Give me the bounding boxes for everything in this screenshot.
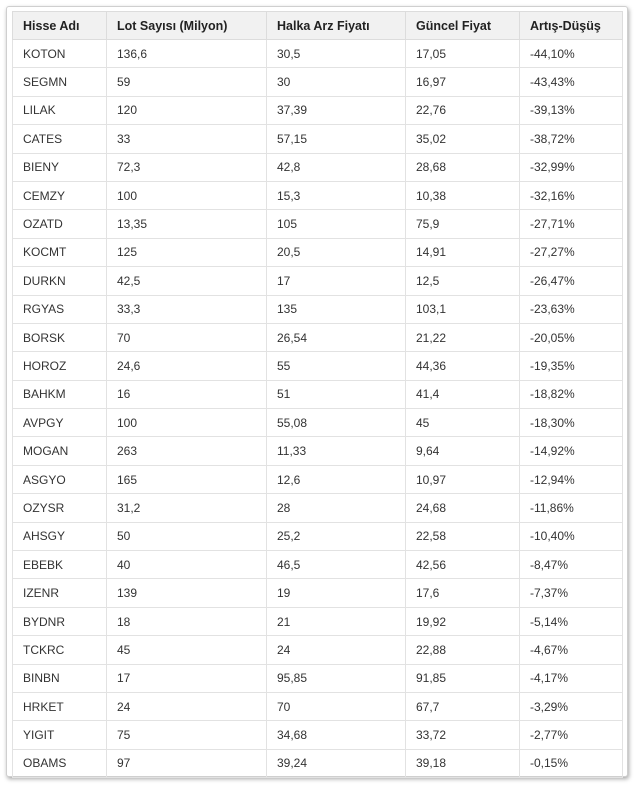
cell-current-price: 44,36 xyxy=(406,352,520,380)
table-row xyxy=(13,40,623,68)
cell-stock-name: OZATD xyxy=(13,210,107,238)
table-row xyxy=(13,380,623,408)
table-row xyxy=(13,238,623,266)
table-row xyxy=(13,664,623,692)
cell-change: -38,72% xyxy=(520,125,623,153)
table-row xyxy=(13,125,623,153)
cell-current-price: 10,38 xyxy=(406,181,520,209)
table-row xyxy=(13,551,623,579)
cell-lot-count: 17 xyxy=(107,664,267,692)
cell-current-price: 19,92 xyxy=(406,607,520,635)
cell-ipo-price: 11,33 xyxy=(267,437,406,465)
cell-lot-count: 18 xyxy=(107,607,267,635)
table-row xyxy=(13,210,623,238)
cell-stock-name: DURKN xyxy=(13,267,107,295)
cell-stock-name: EBEBK xyxy=(13,551,107,579)
table-row xyxy=(13,153,623,181)
cell-ipo-price: 46,5 xyxy=(267,551,406,579)
cell-current-price: 91,85 xyxy=(406,664,520,692)
cell-lot-count: 31,2 xyxy=(107,494,267,522)
cell-ipo-price: 105 xyxy=(267,210,406,238)
table-row xyxy=(13,721,623,749)
cell-stock-name: KOCMT xyxy=(13,238,107,266)
cell-ipo-price: 30,5 xyxy=(267,40,406,68)
table-row xyxy=(13,636,623,664)
ipo-performance-table xyxy=(12,11,623,778)
cell-stock-name: TCKRC xyxy=(13,636,107,664)
cell-ipo-price: 55 xyxy=(267,352,406,380)
header-stock-name: Hisse Adı xyxy=(13,12,107,40)
cell-ipo-price: 19 xyxy=(267,579,406,607)
cell-change: -8,47% xyxy=(520,551,623,579)
table-row xyxy=(13,749,623,777)
cell-ipo-price: 30 xyxy=(267,68,406,96)
cell-stock-name: HOROZ xyxy=(13,352,107,380)
cell-current-price: 14,91 xyxy=(406,238,520,266)
cell-lot-count: 120 xyxy=(107,96,267,124)
cell-ipo-price: 135 xyxy=(267,295,406,323)
cell-current-price: 75,9 xyxy=(406,210,520,238)
cell-change: -7,37% xyxy=(520,579,623,607)
cell-current-price: 22,58 xyxy=(406,522,520,550)
header-change: Artış-Düşüş xyxy=(520,12,623,40)
cell-lot-count: 50 xyxy=(107,522,267,550)
cell-lot-count: 165 xyxy=(107,465,267,493)
cell-lot-count: 33 xyxy=(107,125,267,153)
cell-change: -18,82% xyxy=(520,380,623,408)
cell-stock-name: CATES xyxy=(13,125,107,153)
cell-change: -10,40% xyxy=(520,522,623,550)
cell-change: -20,05% xyxy=(520,323,623,351)
cell-stock-name: LILAK xyxy=(13,96,107,124)
table-header xyxy=(13,12,623,40)
table-row xyxy=(13,352,623,380)
cell-lot-count: 100 xyxy=(107,409,267,437)
cell-ipo-price: 37,39 xyxy=(267,96,406,124)
cell-change: -5,14% xyxy=(520,607,623,635)
cell-change: -0,15% xyxy=(520,749,623,777)
cell-change: -4,67% xyxy=(520,636,623,664)
cell-change: -2,77% xyxy=(520,721,623,749)
cell-stock-name: BYDNR xyxy=(13,607,107,635)
table-row xyxy=(13,68,623,96)
cell-stock-name: YIGIT xyxy=(13,721,107,749)
cell-current-price: 22,76 xyxy=(406,96,520,124)
header-row xyxy=(13,12,623,40)
cell-ipo-price: 57,15 xyxy=(267,125,406,153)
table-row xyxy=(13,607,623,635)
cell-stock-name: AHSGY xyxy=(13,522,107,550)
table-row xyxy=(13,295,623,323)
cell-current-price: 16,97 xyxy=(406,68,520,96)
cell-change: -4,17% xyxy=(520,664,623,692)
cell-change: -26,47% xyxy=(520,267,623,295)
cell-stock-name: BINBN xyxy=(13,664,107,692)
cell-stock-name: BORSK xyxy=(13,323,107,351)
cell-lot-count: 24,6 xyxy=(107,352,267,380)
cell-lot-count: 70 xyxy=(107,323,267,351)
cell-lot-count: 42,5 xyxy=(107,267,267,295)
cell-stock-name: MOGAN xyxy=(13,437,107,465)
cell-lot-count: 59 xyxy=(107,68,267,96)
cell-change: -14,92% xyxy=(520,437,623,465)
cell-change: -19,35% xyxy=(520,352,623,380)
cell-lot-count: 125 xyxy=(107,238,267,266)
cell-stock-name: BAHKM xyxy=(13,380,107,408)
cell-current-price: 103,1 xyxy=(406,295,520,323)
cell-stock-name: AVPGY xyxy=(13,409,107,437)
cell-current-price: 24,68 xyxy=(406,494,520,522)
cell-change: -32,99% xyxy=(520,153,623,181)
cell-change: -43,43% xyxy=(520,68,623,96)
cell-change: -3,29% xyxy=(520,692,623,720)
cell-current-price: 39,18 xyxy=(406,749,520,777)
cell-stock-name: KOTON xyxy=(13,40,107,68)
cell-stock-name: HRKET xyxy=(13,692,107,720)
cell-ipo-price: 95,85 xyxy=(267,664,406,692)
cell-ipo-price: 26,54 xyxy=(267,323,406,351)
cell-stock-name: SEGMN xyxy=(13,68,107,96)
header-lot-count: Lot Sayısı (Milyon) xyxy=(107,12,267,40)
cell-lot-count: 33,3 xyxy=(107,295,267,323)
cell-change: -23,63% xyxy=(520,295,623,323)
cell-change: -11,86% xyxy=(520,494,623,522)
cell-stock-name: OBAMS xyxy=(13,749,107,777)
table-container xyxy=(6,6,628,777)
cell-current-price: 33,72 xyxy=(406,721,520,749)
table-row xyxy=(13,522,623,550)
cell-ipo-price: 12,6 xyxy=(267,465,406,493)
cell-ipo-price: 55,08 xyxy=(267,409,406,437)
cell-lot-count: 40 xyxy=(107,551,267,579)
cell-lot-count: 13,35 xyxy=(107,210,267,238)
cell-lot-count: 97 xyxy=(107,749,267,777)
cell-current-price: 12,5 xyxy=(406,267,520,295)
cell-current-price: 41,4 xyxy=(406,380,520,408)
cell-lot-count: 100 xyxy=(107,181,267,209)
table-row xyxy=(13,409,623,437)
cell-change: -27,71% xyxy=(520,210,623,238)
cell-current-price: 17,6 xyxy=(406,579,520,607)
cell-current-price: 21,22 xyxy=(406,323,520,351)
table-row xyxy=(13,96,623,124)
cell-ipo-price: 15,3 xyxy=(267,181,406,209)
cell-current-price: 17,05 xyxy=(406,40,520,68)
table-row xyxy=(13,267,623,295)
cell-ipo-price: 20,5 xyxy=(267,238,406,266)
cell-lot-count: 75 xyxy=(107,721,267,749)
cell-stock-name: OZYSR xyxy=(13,494,107,522)
cell-lot-count: 45 xyxy=(107,636,267,664)
cell-current-price: 67,7 xyxy=(406,692,520,720)
cell-ipo-price: 25,2 xyxy=(267,522,406,550)
cell-lot-count: 263 xyxy=(107,437,267,465)
cell-ipo-price: 17 xyxy=(267,267,406,295)
header-current-price: Güncel Fiyat xyxy=(406,12,520,40)
cell-current-price: 10,97 xyxy=(406,465,520,493)
table-row xyxy=(13,181,623,209)
cell-change: -27,27% xyxy=(520,238,623,266)
cell-current-price: 45 xyxy=(406,409,520,437)
cell-current-price: 42,56 xyxy=(406,551,520,579)
cell-lot-count: 139 xyxy=(107,579,267,607)
table-row xyxy=(13,692,623,720)
table-row xyxy=(13,465,623,493)
cell-ipo-price: 39,24 xyxy=(267,749,406,777)
table-row xyxy=(13,579,623,607)
cell-change: -12,94% xyxy=(520,465,623,493)
table-row xyxy=(13,494,623,522)
cell-stock-name: IZENR xyxy=(13,579,107,607)
cell-change: -18,30% xyxy=(520,409,623,437)
header-ipo-price: Halka Arz Fiyatı xyxy=(267,12,406,40)
cell-current-price: 9,64 xyxy=(406,437,520,465)
cell-current-price: 28,68 xyxy=(406,153,520,181)
cell-ipo-price: 28 xyxy=(267,494,406,522)
table-row xyxy=(13,437,623,465)
cell-lot-count: 24 xyxy=(107,692,267,720)
cell-stock-name: CEMZY xyxy=(13,181,107,209)
table-row xyxy=(13,323,623,351)
cell-ipo-price: 21 xyxy=(267,607,406,635)
cell-stock-name: ASGYO xyxy=(13,465,107,493)
cell-ipo-price: 34,68 xyxy=(267,721,406,749)
cell-lot-count: 136,6 xyxy=(107,40,267,68)
cell-stock-name: BIENY xyxy=(13,153,107,181)
cell-ipo-price: 51 xyxy=(267,380,406,408)
cell-lot-count: 72,3 xyxy=(107,153,267,181)
cell-ipo-price: 42,8 xyxy=(267,153,406,181)
cell-ipo-price: 70 xyxy=(267,692,406,720)
cell-current-price: 22,88 xyxy=(406,636,520,664)
cell-current-price: 35,02 xyxy=(406,125,520,153)
cell-change: -32,16% xyxy=(520,181,623,209)
cell-change: -39,13% xyxy=(520,96,623,124)
cell-stock-name: RGYAS xyxy=(13,295,107,323)
cell-ipo-price: 24 xyxy=(267,636,406,664)
table-body xyxy=(13,40,623,778)
cell-lot-count: 16 xyxy=(107,380,267,408)
cell-change: -44,10% xyxy=(520,40,623,68)
